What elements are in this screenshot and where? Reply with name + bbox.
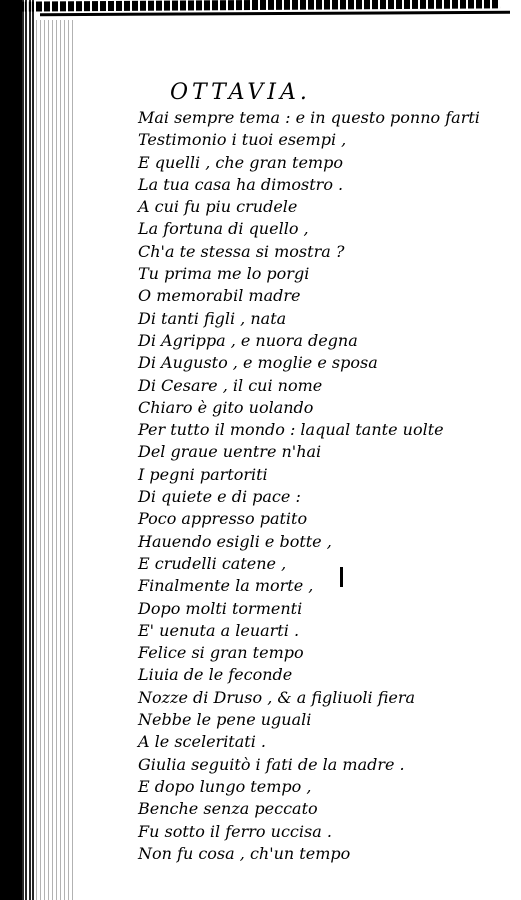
verse-line: Liuia de le feconde — [138, 665, 293, 685]
book-binding — [0, 0, 22, 900]
verse-line: Giulia seguitò i fati de la madre . — [138, 754, 405, 774]
verse-line: Per tutto il mondo : laqual tante uolte — [138, 420, 444, 440]
verse-line: Dopo molti tormenti — [138, 598, 303, 618]
verse-line: Di Augusto , e moglie e sposa — [138, 353, 378, 373]
verse-line: I pegni partoriti — [138, 464, 268, 484]
page-top-edge — [0, 0, 521, 22]
verse-line: Finalmente la morte , — [138, 576, 314, 596]
verse-line: Hauendo esigli e botte , — [138, 531, 332, 551]
verse-line: Ch'a te stessa si mostra ? — [138, 241, 345, 261]
verse-line: E quelli , che gran tempo — [138, 152, 343, 172]
verse-line: Del graue uentre n'hai — [138, 442, 322, 462]
top-edge-shadow — [20, 0, 500, 12]
verse-line: Mai sempre tema : e in questo ponno farti — [138, 108, 480, 127]
verse-line: Felice si gran tempo — [138, 643, 304, 663]
verse-line: Tu prima me lo porgi — [138, 264, 310, 284]
verse-line: Non fu cosa , ch'un tempo — [138, 843, 351, 863]
page-gutter-shadow — [36, 20, 74, 900]
verse-line: Nozze di Druso , & a figliuoli fiera — [138, 687, 416, 707]
verse-line: A le sceleritati . — [138, 732, 266, 752]
verse-line: E dopo lungo tempo , — [138, 776, 312, 796]
verse-line: Di quiete e di pace : — [138, 487, 301, 507]
verse-line: A cui fu piu crudele — [138, 197, 298, 217]
verse-line: Fu sotto il ferro uccisa . — [138, 821, 332, 841]
verse-line: Nebbe le pene uguali — [138, 710, 312, 730]
verse-line: La tua casa ha dimostro . — [138, 174, 344, 194]
verse-line: Benche senza peccato — [138, 799, 318, 819]
running-head: OTTAVIA. — [170, 80, 311, 105]
verse-line: Di tanti figli , nata — [138, 308, 287, 328]
verse-line: La fortuna di quello , — [138, 219, 309, 239]
verse-lines — [138, 107, 498, 865]
verse-line: O memorabil madre — [138, 286, 301, 306]
verse-line: Testimonio i tuoi esempi , — [138, 130, 347, 150]
verse-line: E crudelli catene , — [138, 553, 287, 573]
top-edge-line — [40, 11, 510, 16]
verse-line: Chiaro è gito uolando — [138, 397, 314, 417]
ink-mark — [340, 567, 343, 587]
verse-line: Di Cesare , il cui nome — [138, 375, 323, 395]
verse-line: E' uenuta a leuarti . — [138, 620, 300, 640]
verse-line: Poco appresso patito — [138, 509, 308, 529]
binding-edge — [22, 0, 36, 900]
verse-line: Di Agrippa , e nuora degna — [138, 330, 358, 350]
